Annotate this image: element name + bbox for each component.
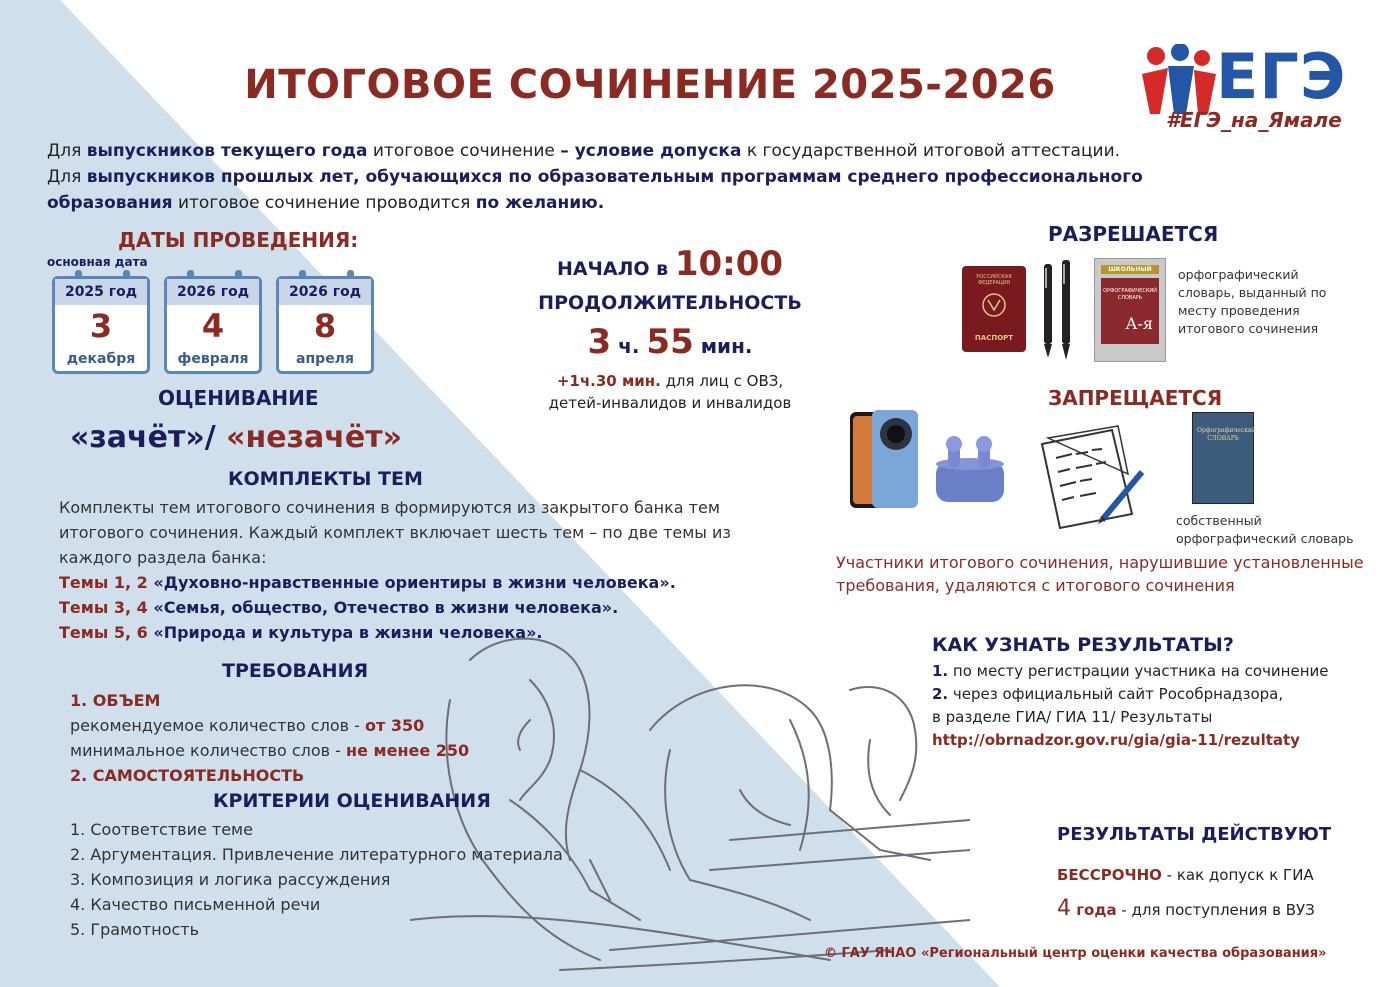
extra-time-bold: +1ч.30 мин. — [556, 372, 661, 390]
req-independence-heading: 2. САМОСТОЯТЕЛЬНОСТЬ — [70, 766, 305, 785]
intro-l3a: образования — [47, 193, 173, 213]
duration-minutes-unit: мин. — [693, 334, 753, 358]
school-dict-label: ШКОЛЬНЫЙ — [1101, 265, 1159, 274]
validity-heading: РЕЗУЛЬТАТЫ ДЕЙСТВУЮТ — [1057, 824, 1332, 845]
topic-num: Темы 3, 4 — [59, 598, 148, 617]
start-duration-block — [505, 244, 835, 414]
page-title: ИТОГОВОЕ СОЧИНЕНИЕ 2025-2026 — [244, 62, 1056, 108]
intro-l2a: Для — [47, 167, 87, 187]
allowed-note: орфографический словарь, выданный по месту проведения итогового сочинения — [1178, 267, 1327, 336]
results-section — [932, 660, 1372, 752]
intro-l1d: – условие допуска — [560, 141, 742, 161]
req-rec-value: от 350 — [364, 716, 425, 735]
forbidden-heading: ЗАПРЕЩАЕТСЯ — [1048, 386, 1223, 410]
topic-title: «Семья, общество, Отечество в жизни человека». — [147, 598, 619, 617]
calendar-day: 8 — [313, 307, 337, 345]
calendar-day: 3 — [89, 307, 113, 345]
topics-text: Комплекты тем итогового сочинения в формируются из закрытого банка тем итогового сочинения. Каждый комплект включает шесть тем – по две темы из каждого раздела банка: — [59, 498, 731, 567]
validity-years-unit: года — [1071, 901, 1117, 919]
start-line — [505, 244, 835, 284]
calendar-date-3 — [276, 276, 374, 374]
intro-l1c: итоговое сочинение — [367, 141, 561, 161]
calendar-month: февраля — [177, 351, 249, 367]
start-time: 10:00 — [674, 244, 784, 284]
calendar-day: 4 — [201, 307, 225, 345]
criteria-item: 4. Качество письменной речи — [70, 895, 321, 914]
pens-icon — [1038, 258, 1078, 362]
calendar-date-2 — [164, 276, 262, 374]
req-rec-text: рекомендуемое количество слов - — [70, 716, 365, 735]
intro-l1e: к государственной итоговой аттестации. — [741, 141, 1121, 161]
own-dictionary-icon — [1192, 412, 1254, 504]
school-dict-title: ОРФОГРАФИЧЕСКИЙ СЛОВАРЬ — [1103, 288, 1157, 301]
main-date-label: основная дата — [47, 255, 148, 269]
grading-values — [70, 420, 402, 455]
cheat-sheet-icon — [1032, 424, 1148, 530]
req-volume-heading: 1. ОБЪЕМ — [70, 691, 161, 710]
intro-l1b: выпускников текущего года — [86, 141, 368, 161]
allowed-heading: РАЗРЕШАЕТСЯ — [1048, 222, 1219, 246]
extra-time-note — [505, 370, 835, 414]
validity-indefinite: БЕССРОЧНО — [1057, 866, 1162, 884]
calendar-year: 2026 год — [167, 279, 259, 305]
criteria-item: 2. Аргументация. Привлечение литературного материала — [70, 845, 563, 864]
req-min-text: минимальное количество слов - — [70, 741, 347, 760]
intro-l2b: выпускников прошлых лет, обучающихся по образовательным программам среднего профессионального — [86, 167, 1143, 187]
passport-icon — [962, 266, 1026, 352]
smartphone-icon — [846, 408, 922, 514]
grade-sep: / — [204, 420, 227, 455]
people-logo-icon — [1138, 44, 1218, 116]
forbidden-note: собственный орфографический словарь — [1176, 513, 1354, 546]
duration-hours-unit: ч. — [611, 334, 647, 358]
results-item-1 — [932, 660, 1372, 683]
criteria-item: 3. Композиция и логика рассуждения — [70, 870, 391, 889]
results-heading: КАК УЗНАТЬ РЕЗУЛЬТАТЫ? — [932, 634, 1234, 656]
results-num-2: 2. — [932, 685, 949, 703]
ege-logo — [1138, 38, 1358, 138]
school-dict-cover — [1101, 278, 1159, 344]
duration-minutes: 55 — [646, 322, 694, 362]
topic-num: Темы 5, 6 — [59, 623, 148, 642]
earbuds-icon — [930, 434, 1010, 506]
intro-l1a: Для — [47, 141, 87, 161]
results-item-2 — [932, 683, 1372, 706]
validity-text-1: - как допуск к ГИА — [1161, 866, 1314, 884]
logo-word: ЕГЭ — [1216, 40, 1347, 113]
intro-l3b: итоговое сочинение проводится — [172, 193, 476, 213]
topic-item — [59, 595, 799, 620]
criteria-heading: КРИТЕРИИ ОЦЕНИВАНИЯ — [213, 790, 491, 812]
duration-hours: 3 — [587, 322, 612, 362]
criteria-item: 1. Соответствие теме — [70, 820, 253, 839]
validity-line-2 — [1057, 892, 1377, 927]
intro-text — [47, 138, 1247, 216]
passport-emblem-icon — [962, 290, 1026, 320]
validity-section — [1057, 858, 1377, 927]
requirements-section — [70, 688, 590, 788]
duration-value — [505, 322, 835, 362]
req-recommended — [70, 713, 590, 738]
topics-heading: КОМПЛЕКТЫ ТЕМ — [228, 468, 423, 490]
extra-time-text-2: детей-инвалидов и инвалидов — [548, 394, 792, 412]
school-dict-letters: А-я — [1125, 314, 1153, 333]
passport-label: ПАСПОРТ — [974, 334, 1014, 342]
validity-line-1 — [1057, 858, 1377, 892]
topic-num: Темы 1, 2 — [59, 573, 148, 592]
extra-time-text: для лиц с ОВЗ, — [660, 372, 784, 390]
topic-title: «Духовно-нравственные ориентиры в жизни человека». — [147, 573, 676, 592]
validity-years — [1057, 896, 1117, 921]
topic-item — [59, 570, 799, 595]
results-num-1: 1. — [932, 662, 949, 680]
school-dictionary-icon — [1094, 258, 1166, 362]
start-label: НАЧАЛО в — [556, 258, 675, 280]
topics-section — [59, 495, 799, 645]
footer-copyright: © ГАУ ЯНАО «Региональный центр оценки качества образования» — [824, 946, 1327, 961]
req-min-value: не менее 250 — [346, 741, 470, 760]
req-minimum — [70, 738, 590, 763]
criteria-item: 5. Грамотность — [70, 920, 200, 939]
topic-item — [59, 620, 799, 645]
grading-heading: ОЦЕНИВАНИЕ — [158, 386, 319, 410]
calendar-date-1 — [52, 276, 150, 374]
results-url-link[interactable]: http://obrnadzor.gov.ru/gia/gia-11/rezultaty — [932, 731, 1300, 749]
intro-line-1 — [47, 138, 1247, 164]
grade-pass: «зачёт» — [70, 420, 205, 455]
intro-line-3 — [47, 190, 1247, 216]
validity-text-2: - для поступления в ВУЗ — [1116, 901, 1315, 919]
results-item-3: в разделе ГИА/ ГИА 11/ Результаты — [932, 708, 1213, 726]
calendar-year: 2025 год — [55, 279, 147, 305]
violation-note: Участники итогового сочинения, нарушившие установленные требования, удаляются с итогового сочинения — [836, 553, 1364, 595]
intro-l3c: по желанию. — [475, 193, 605, 213]
validity-years-num: 4 — [1057, 896, 1071, 921]
calendar-month: апреля — [296, 351, 354, 367]
calendar-year: 2026 год — [279, 279, 371, 305]
results-text-2: через официальный сайт Рособрнадзора, — [948, 685, 1284, 703]
requirements-heading: ТРЕБОВАНИЯ — [222, 660, 369, 682]
topic-title: «Природа и культура в жизни человека». — [147, 623, 543, 642]
criteria-list — [70, 817, 630, 942]
dates-heading: ДАТЫ ПРОВЕДЕНИЯ: — [118, 228, 359, 252]
own-dict-title: Орфографический СЛОВАРЬ — [1197, 427, 1256, 442]
results-text-1: по месту регистрации участника на сочинение — [948, 662, 1329, 680]
calendar-month: декабря — [66, 351, 136, 367]
intro-line-2 — [47, 164, 1247, 190]
duration-label: ПРОДОЛЖИТЕЛЬНОСТЬ — [538, 292, 802, 314]
passport-top-text: РОССИЙСКАЯ ФЕДЕРАЦИЯ — [976, 274, 1012, 286]
logo-hashtag: #ЕГЭ_на_Ямале — [1166, 108, 1342, 132]
grade-fail: «незачёт» — [226, 420, 403, 455]
